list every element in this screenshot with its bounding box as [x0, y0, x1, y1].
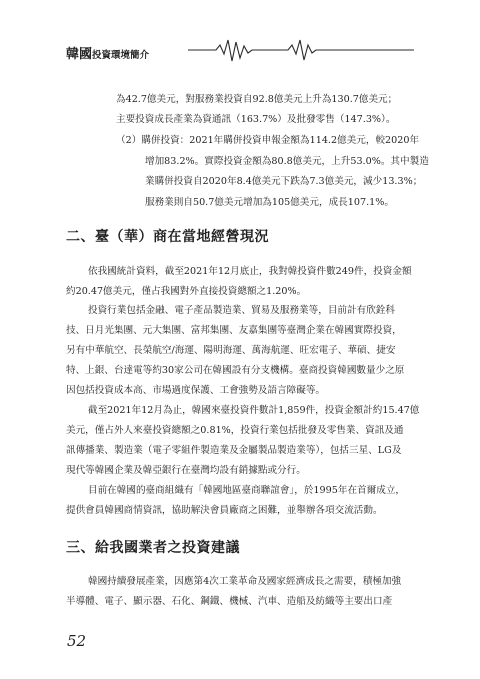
body-line: 目前在韓國的臺商組織有「韓國地區臺商聯誼會」，於1995年在首爾成立， [88, 485, 406, 496]
body-line: 特、上銀、台達電等約30家公司在韓國設有分支機構。臺商投資韓國數量少之原 [66, 365, 405, 376]
body-line: 因包括投資成本高、市場過度保護、工會強勢及語言障礙等。 [66, 385, 326, 396]
section-heading: 二、臺（華）商在當地經營現況 [66, 229, 269, 245]
body-line: 另有中華航空、長榮航空/海運、陽明海運、萬海航運、旺宏電子、華碩、捷安 [66, 345, 396, 356]
body-line: 主要投資成長產業為資通訊（163.7%）及批發零售（147.3%）。 [116, 114, 396, 125]
body-line: 為42.7億美元，對服務業投資自92.8億美元上升為130.7億美元； [116, 94, 398, 105]
body-line: 現代等韓國企業及韓亞銀行在臺灣均設有銷據點或分行。 [66, 465, 306, 476]
body-line: 提供會員韓國商情資訊，協助解決會員廠商之困難，並舉辦各項交流活動。 [66, 505, 383, 516]
body-line: 技、日月光集團、元大集團、富邦集團、友嘉集團等臺灣企業在韓國實際投資， [66, 325, 402, 336]
body-line: 訊傳播業、製造業（電子零組件製造業及金屬製品製造業等），包括三星、LG及 [66, 445, 402, 456]
body-line: 增加83.2%。實際投資金額為80.8億美元，上升53.0%。其中製造 [145, 156, 429, 167]
body-line: 韓國持續發展產業，因應第4次工業革命及國家經濟成長之需要，積極加強 [88, 576, 402, 587]
header-title-sub: 投資環境簡介 [92, 50, 150, 61]
body-line: 約20.47億美元，僅占我國對外直接投資總額之1.20%。 [66, 286, 307, 297]
body-line: 投資行業包括金融、電子產品製造業、貿易及服務業等，目前計有欣銓科 [88, 305, 395, 316]
body-line: （2）購併投資：2021年購併投資申報金額為114.2億美元，較2020年 [116, 135, 420, 146]
section-heading: 三、給我國業者之投資建議 [66, 540, 240, 556]
page-header [66, 36, 414, 66]
body-line: 業購併投資自2020年8.4億美元下跌為7.3億美元，減少13.3%； [145, 176, 423, 187]
body-line: 截至2021年12月為止，韓國來臺投資件數計1,859件，投資金額計約15.47億 [88, 405, 420, 416]
header-title [66, 43, 149, 62]
body-line: 依我國統計資料，截至2021年12月底止，我對韓投資件數249件，投資金額 [88, 266, 412, 277]
header-title-main: 韓國 [66, 47, 93, 62]
body-line: 半導體、電子、顯示器、石化、鋼鐵、機械、汽車、造船及紡織等主要出口產 [66, 596, 393, 607]
body-line: 美元，僅占外人來臺投資總額之0.81%，投資行業包括批發及零售業、資訊及通 [66, 425, 404, 436]
body-line: 服務業則自50.7億美元增加為105億美元，成長107.1%。 [145, 197, 394, 208]
page-number: 52 [67, 632, 87, 650]
